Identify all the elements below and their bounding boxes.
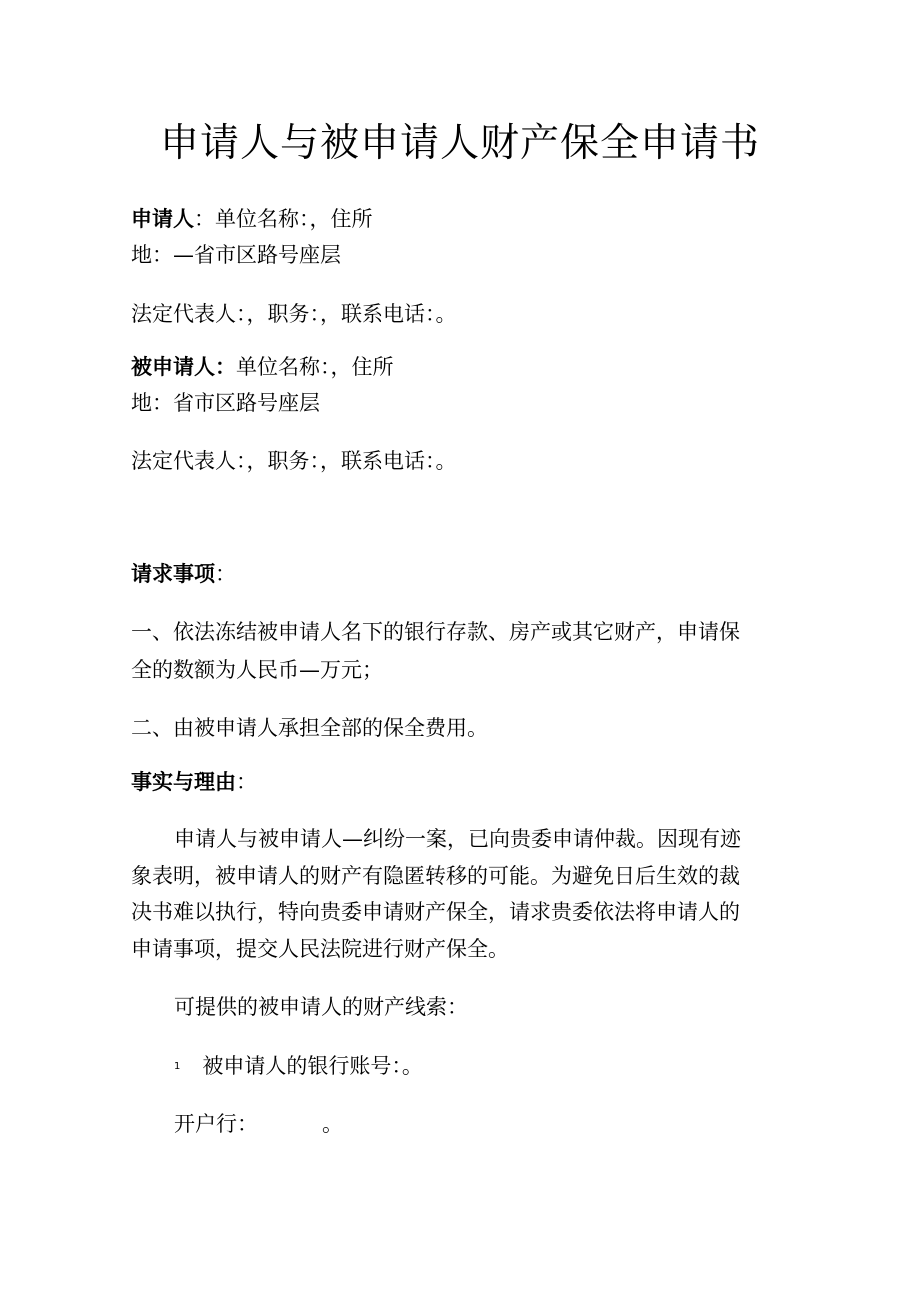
respondent-line-1-text: 单位名称：，住所 bbox=[236, 355, 394, 379]
request-item-1-line-2: 全的数额为人民币—万元； bbox=[131, 658, 383, 682]
respondent-line-3: 法定代表人：，职务：，联系电话：。 bbox=[131, 449, 457, 473]
facts-heading-text: 事实与理由 bbox=[131, 770, 236, 794]
respondent-label: 被申请人： bbox=[131, 355, 236, 379]
facts-para-line-2: 象表明，被申请人的财产有隐匿转移的可能。为避免日后生效的裁 bbox=[131, 864, 740, 888]
applicant-line-2: 地：—省市区路号座层 bbox=[131, 243, 341, 267]
clues-intro: 可提供的被申请人的财产线索： bbox=[174, 995, 468, 1019]
request-item-1-line-1: 一、依法冻结被申请人名下的银行存款、房产或其它财产，申请保 bbox=[131, 620, 740, 644]
respondent-line-2: 地：省市区路号座层 bbox=[131, 391, 320, 415]
applicant-line-1-text: ：单位名称：，住所 bbox=[194, 207, 373, 231]
clue-item-1-number: 1 bbox=[174, 1061, 181, 1072]
request-item-2: 二、由被申请人承担全部的保全费用。 bbox=[131, 716, 488, 740]
respondent-line-1 bbox=[131, 352, 394, 382]
facts-heading-suffix: ： bbox=[236, 770, 257, 794]
applicant-label: 申请人 bbox=[131, 207, 194, 231]
requests-heading-suffix: ： bbox=[215, 562, 236, 586]
facts-para-line-1: 申请人与被申请人—纠纷一案，已向贵委申请仲裁。因现有迹 bbox=[174, 827, 741, 851]
facts-para-line-3: 决书难以执行，特向贵委申请财产保全，请求贵委依法将申请人的 bbox=[131, 900, 740, 924]
applicant-line-1 bbox=[131, 204, 373, 234]
applicant-line-3: 法定代表人：，职务：，联系电话：。 bbox=[131, 302, 457, 326]
bank-end: 。 bbox=[322, 1112, 343, 1136]
bank-line bbox=[174, 1109, 343, 1139]
bank-label: 开户行： bbox=[174, 1112, 258, 1136]
document-title: 申请人与被申请人财产保全申请书 bbox=[159, 121, 760, 166]
requests-heading bbox=[131, 559, 236, 589]
requests-heading-text: 请求事项 bbox=[131, 562, 215, 586]
clue-item-1 bbox=[174, 1051, 423, 1082]
facts-para-line-4: 申请事项，提交人民法院进行财产保全。 bbox=[131, 937, 509, 961]
clue-item-1-text: 被申请人的银行账号：。 bbox=[202, 1054, 423, 1078]
facts-heading bbox=[131, 767, 257, 797]
